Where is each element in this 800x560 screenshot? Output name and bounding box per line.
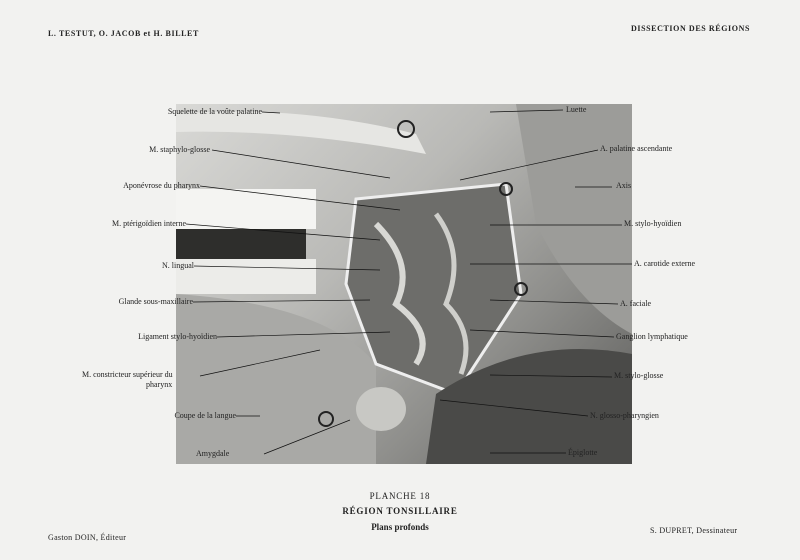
label-stylohyoid-muscle: M. stylo-hyoïdien — [624, 219, 682, 228]
palate-shape — [176, 112, 426, 155]
upper-teeth-shape — [176, 189, 316, 229]
label-external-carotid: A. carotide externe — [634, 259, 696, 268]
label-amygdala: Amygdale — [196, 449, 230, 458]
vertebra-shape — [516, 104, 632, 334]
plate-number: PLANCHE 18 — [369, 491, 431, 501]
label-uvula: Luette — [566, 105, 587, 114]
label-tongue-section: Coupe de la langue — [174, 411, 236, 420]
label-submandibular-gland: Glande sous-maxillaire — [118, 297, 193, 306]
label-stylohyoid-ligament: Ligament stylo-hyoïdien — [138, 332, 217, 341]
label-glossopharyngeal-nerve: N. glosso-pharyngien — [590, 411, 659, 420]
amygdala-shape — [356, 387, 406, 431]
label-styloglossus: M. stylo-glosse — [614, 371, 664, 380]
anatomical-illustration — [176, 104, 632, 464]
oral-cavity-shape — [176, 229, 306, 259]
label-superior-constrictor: M. constricteur supérieur du — [82, 370, 173, 379]
footer-illustrator: S. DUPRET, Dessinateur — [650, 526, 738, 535]
label-facial-artery: A. faciale — [620, 299, 652, 308]
footer-publisher: Gaston DOIN, Éditeur — [48, 533, 127, 542]
label-epiglottis: Épiglotte — [568, 448, 598, 457]
label-lymph-node: Ganglion lymphatique — [616, 332, 688, 341]
label-palate-skeleton: Squelette de la voûte palatine — [167, 107, 262, 116]
tongue-shape — [176, 294, 376, 464]
label-ascending-palatine-artery: A. palatine ascendante — [600, 144, 673, 153]
label-staphylo-glossus: M. staphylo-glosse — [149, 145, 210, 154]
header-section: DISSECTION DES RÉGIONS — [630, 24, 750, 33]
label-pharyngeal-aponeurosis: Aponévrose du pharynx — [123, 181, 200, 190]
label-medial-pterygoid: M. ptérigoïdien interne — [112, 219, 186, 228]
label-superior-constrictor-2: pharynx — [146, 380, 173, 389]
label-lingual-nerve: N. lingual — [162, 261, 194, 270]
plate-subtitle: Plans profonds — [371, 522, 429, 532]
label-axis: Axis — [616, 181, 632, 190]
lower-teeth-shape — [176, 259, 316, 294]
header-authors: L. TESTUT, O. JACOB et H. BILLET — [48, 29, 199, 38]
plate-title: RÉGION TONSILLAIRE — [342, 506, 458, 516]
dissection-drawing — [176, 104, 632, 464]
